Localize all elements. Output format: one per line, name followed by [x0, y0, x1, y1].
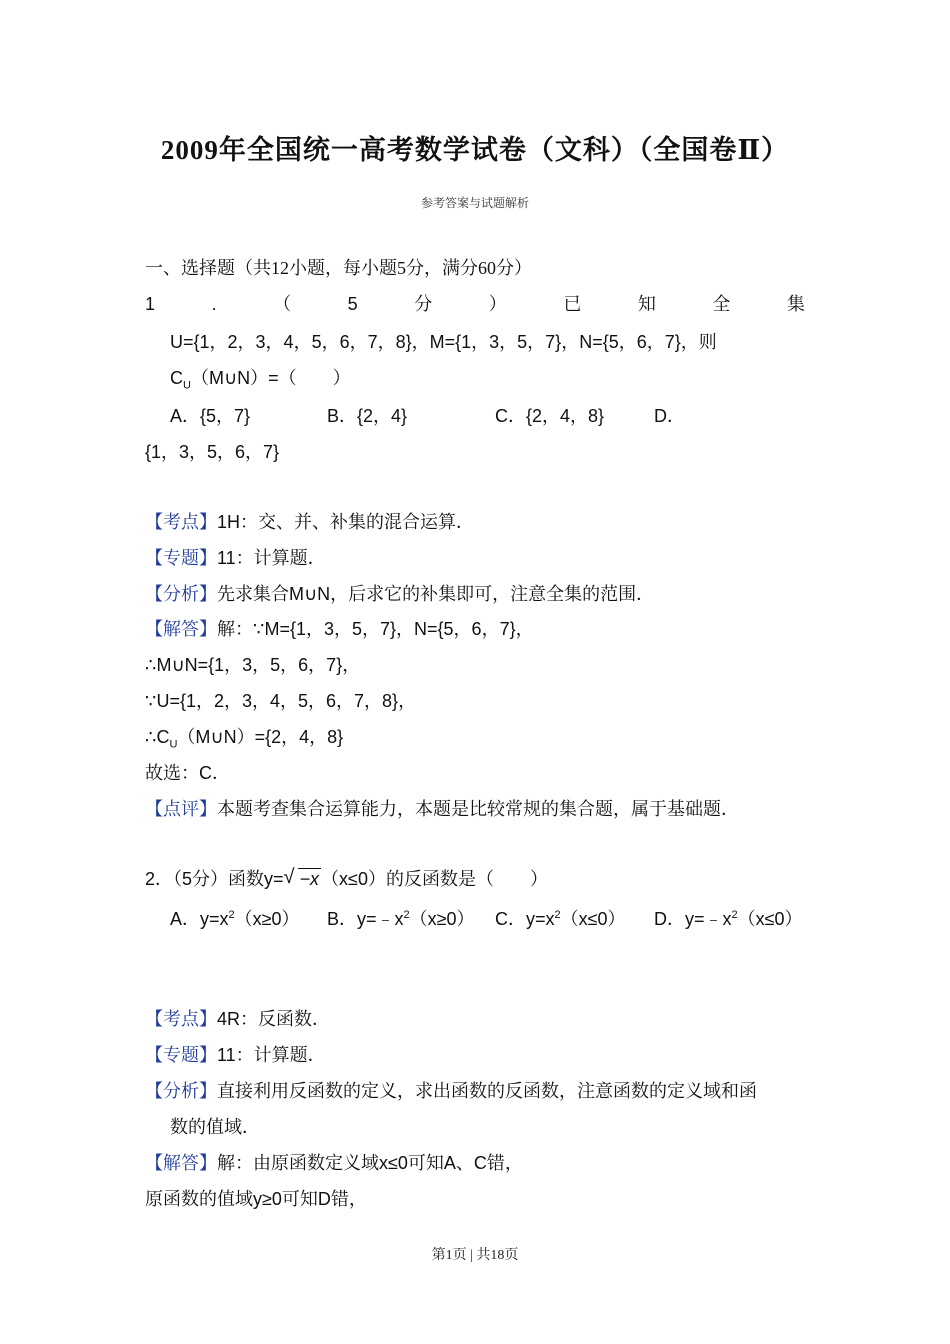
q1-step3: $\therefore C_U(M\cup N)=\{2$，4，8}	[145, 727, 344, 751]
q1-option-a: A．{5，7}	[170, 406, 251, 426]
q2-option-c: C．$y=x^2(x\le 0)$	[495, 909, 626, 929]
q2-option-b: B．$y=﹣x^2(x\ge 0)$	[327, 909, 475, 929]
q1-option-b: B．{2，4}	[327, 406, 408, 426]
q1-justified-token: 知	[637, 294, 656, 314]
q1-dianping: 【点评】本题考查集合运算能力，本题是比较常规的集合题，属于基础题．	[145, 799, 739, 819]
q1-justified-token: .	[211, 294, 217, 314]
section-heading: 一、选择题（共12小题，每小题5分，满分60分）	[145, 258, 532, 278]
q1-justified-token: ）	[488, 294, 507, 314]
q1-justified-token: 5	[347, 294, 358, 314]
q1-option-c: C．{2，4，8}	[495, 406, 605, 426]
sqrt-expression: √ −x	[283, 866, 320, 889]
q1-justified-token: 分	[414, 294, 433, 314]
q1-justified-token: 1	[145, 294, 156, 314]
q1-justified-token: 已	[563, 294, 582, 314]
q1-stem-line2: U={1，2，3，4，5，6，7，8}，M={1，3，5，7}，N={5，6，7}，则	[170, 332, 717, 352]
q2-option-d: D．$y=﹣x^2(x\le 0)$	[654, 909, 803, 929]
page-title: 2009年全国统一高考数学试卷（文科）（全国卷Ⅱ）	[160, 135, 790, 165]
radical-sign-icon: √	[283, 866, 295, 888]
q1-step1: ∴M∪N={1，3，5，6，7}，	[145, 655, 361, 675]
q1-fenxi: 【分析】先求集合M∪N，后求它的补集即可，注意全集的范围．	[145, 584, 655, 604]
q2-option-a: A．$y=x^2(x\ge 0)$	[170, 909, 300, 929]
q1-answer: 故选：C．	[145, 763, 230, 783]
q1-option-d: D．	[654, 406, 685, 426]
q2-step1: 原函数的值域y≥0可知D错，	[145, 1189, 367, 1209]
page-subtitle: 参考答案与试题解析	[420, 196, 529, 210]
q2-stem: 2．（5分）函数y= √ −x （x≤0）的反函数是（ ）	[145, 866, 548, 889]
page-footer: 第1页 | 共18页	[431, 1248, 519, 1263]
q1-justified-token: 全	[712, 294, 731, 314]
q2-zhuanti: 【专题】11：计算题．	[145, 1045, 326, 1065]
q1-zhuanti: 【专题】11：计算题．	[145, 548, 326, 568]
q2-jieda: 【解答】解：由原函数定义域x≤0可知A、C错，	[145, 1153, 523, 1173]
q1-kaodian: 【考点】1H：交、并、补集的混合运算．	[145, 512, 475, 532]
q1-stem-line3: $C_U(M\cup N)=$（ ）	[170, 368, 351, 392]
q1-step2: ∵U={1，2，3，4，5，6，7，8}，	[145, 691, 417, 711]
q1-option-d-cont: {1，3，5，6，7}	[145, 442, 280, 462]
q2-fenxi: 【分析】直接利用反函数的定义，求出函数的反函数，注意函数的定义域和函	[145, 1081, 757, 1101]
q1-justified-token: 集	[786, 294, 805, 314]
q2-kaodian: 【考点】4R：反函数．	[145, 1009, 331, 1029]
q1-stem-line1	[145, 292, 805, 316]
q1-jieda: 【解答】解：∵M={1，3，5，7}，N={5，6，7}，	[145, 619, 534, 639]
q2-fenxi-cont: 数的值域．	[170, 1117, 260, 1137]
q1-justified-token: （	[273, 294, 292, 314]
